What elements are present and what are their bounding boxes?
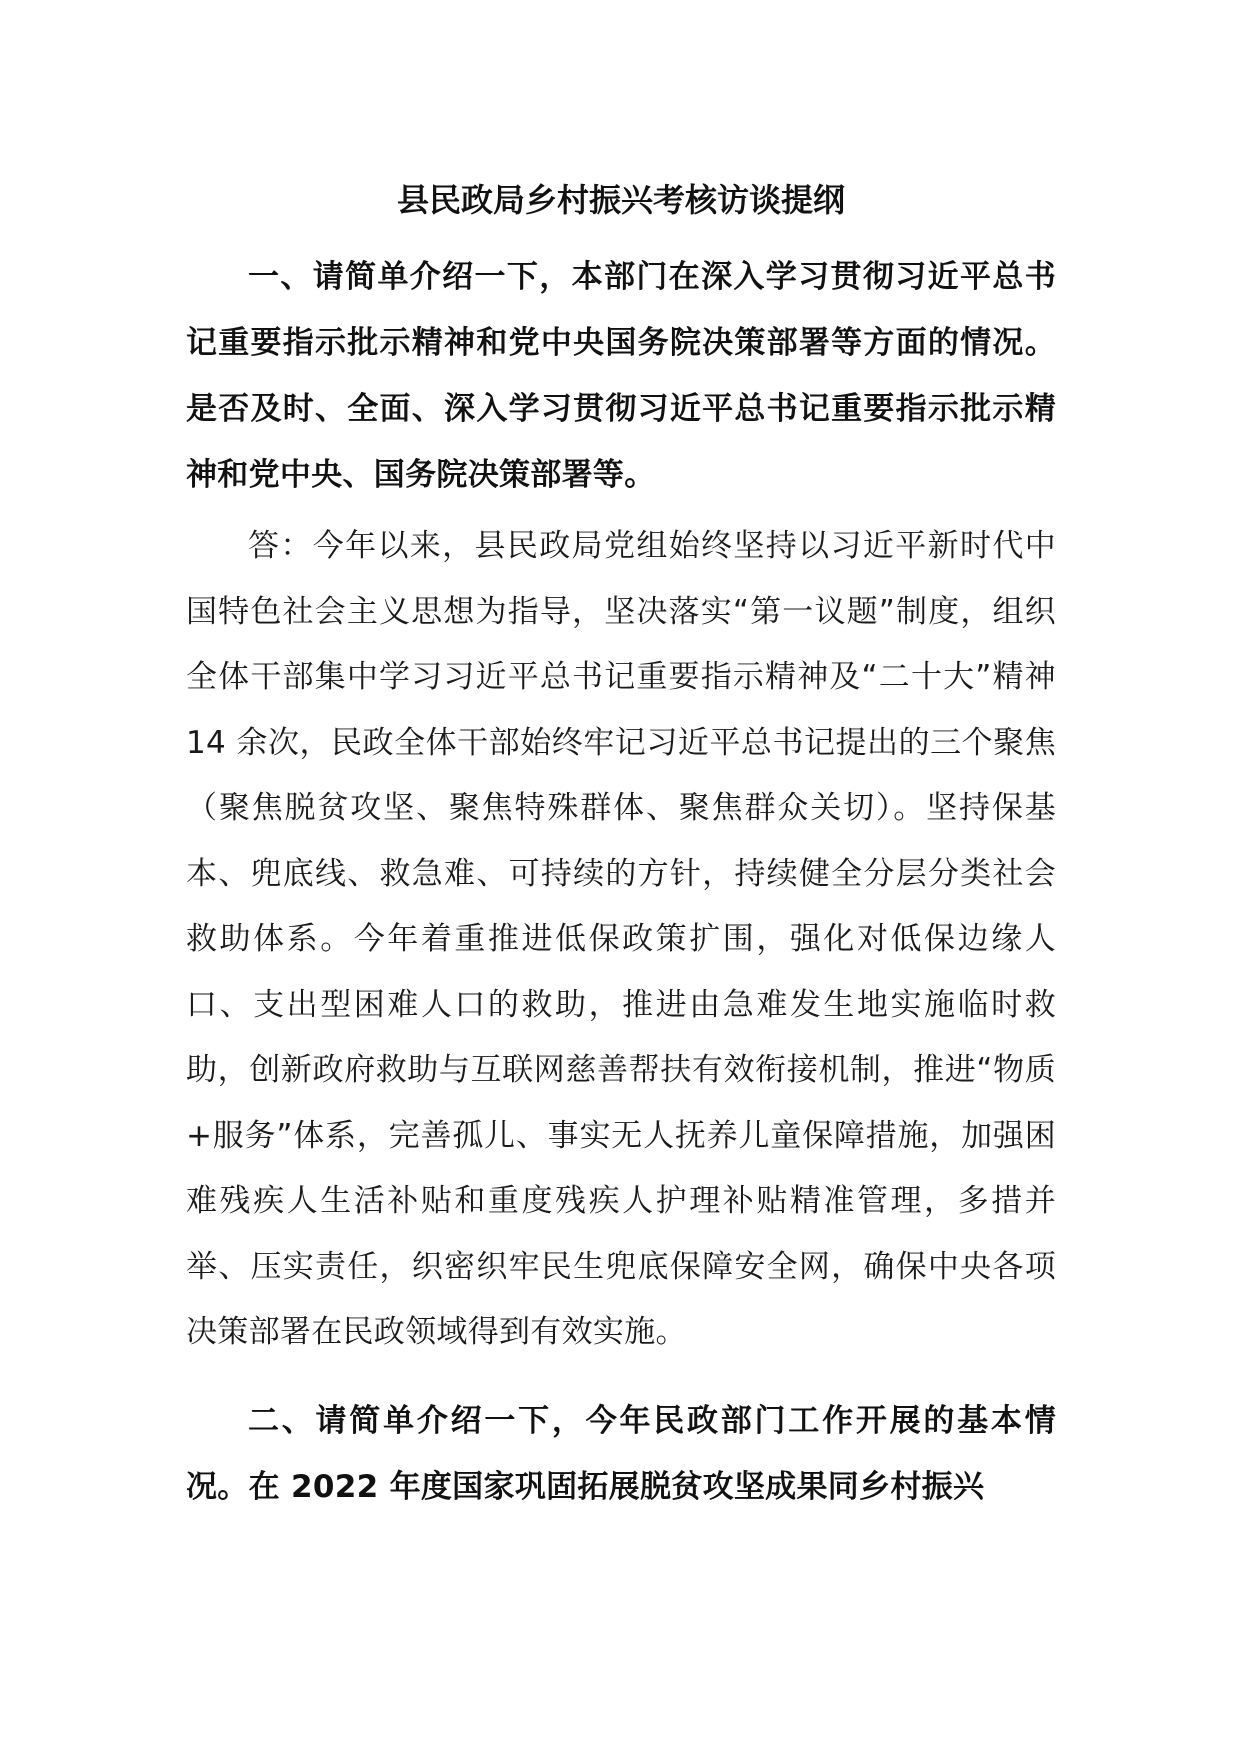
document-body: [186, 168, 1056, 1520]
answer-1: 答：今年以来，县民政局党组始终坚持以习近平新时代中国特色社会主义思想为指导，坚决落实“第一议题”制度，组织全体干部集中学习习近平总书记重要指示精神及“二十大”精神 14 余次，民政全体干部始终牢记习近平总书记提出的三个聚焦（聚焦脱贫攻坚、聚焦特殊群体、聚焦群众关切）。坚持保基本、兜底线、救急难、可持续的方针，持续健全分层分类社会救助体系。今年着重推进低保政策扩围，强化对低保边缘人口、支出型困难人口的救助，推进由急难发生地实施临时救助，创新政府救助与互联网慈善帮扶有效衔接机制，推进“物质+服务”体系，完善孤儿、事实无人抚养儿童保障措施，加强困难残疾人生活补贴和重度残疾人护理补贴精准管理，多措并举、压实责任，织密织牢民生兜底保障安全网，确保中央各项决策部署在民政领域得到有效实施。: [186, 528, 1056, 1350]
document-title: 县民政局乡村振兴考核访谈提纲: [396, 181, 845, 219]
question-2: 二、请简单介绍一下，今年民政部门工作开展的基本情况。在 2022 年度国家巩固拓展脱贫攻坚成果同乡村振兴: [186, 1402, 1056, 1505]
question-1: 一、请简单介绍一下，本部门在深入学习贯彻习近平总书记重要指示批示精神和党中央国务院决策部署等方面的情况。是否及时、全面、深入学习贯彻习近平总书记重要指示批示精神和党中央、国务院决策部署等。: [186, 259, 1056, 493]
